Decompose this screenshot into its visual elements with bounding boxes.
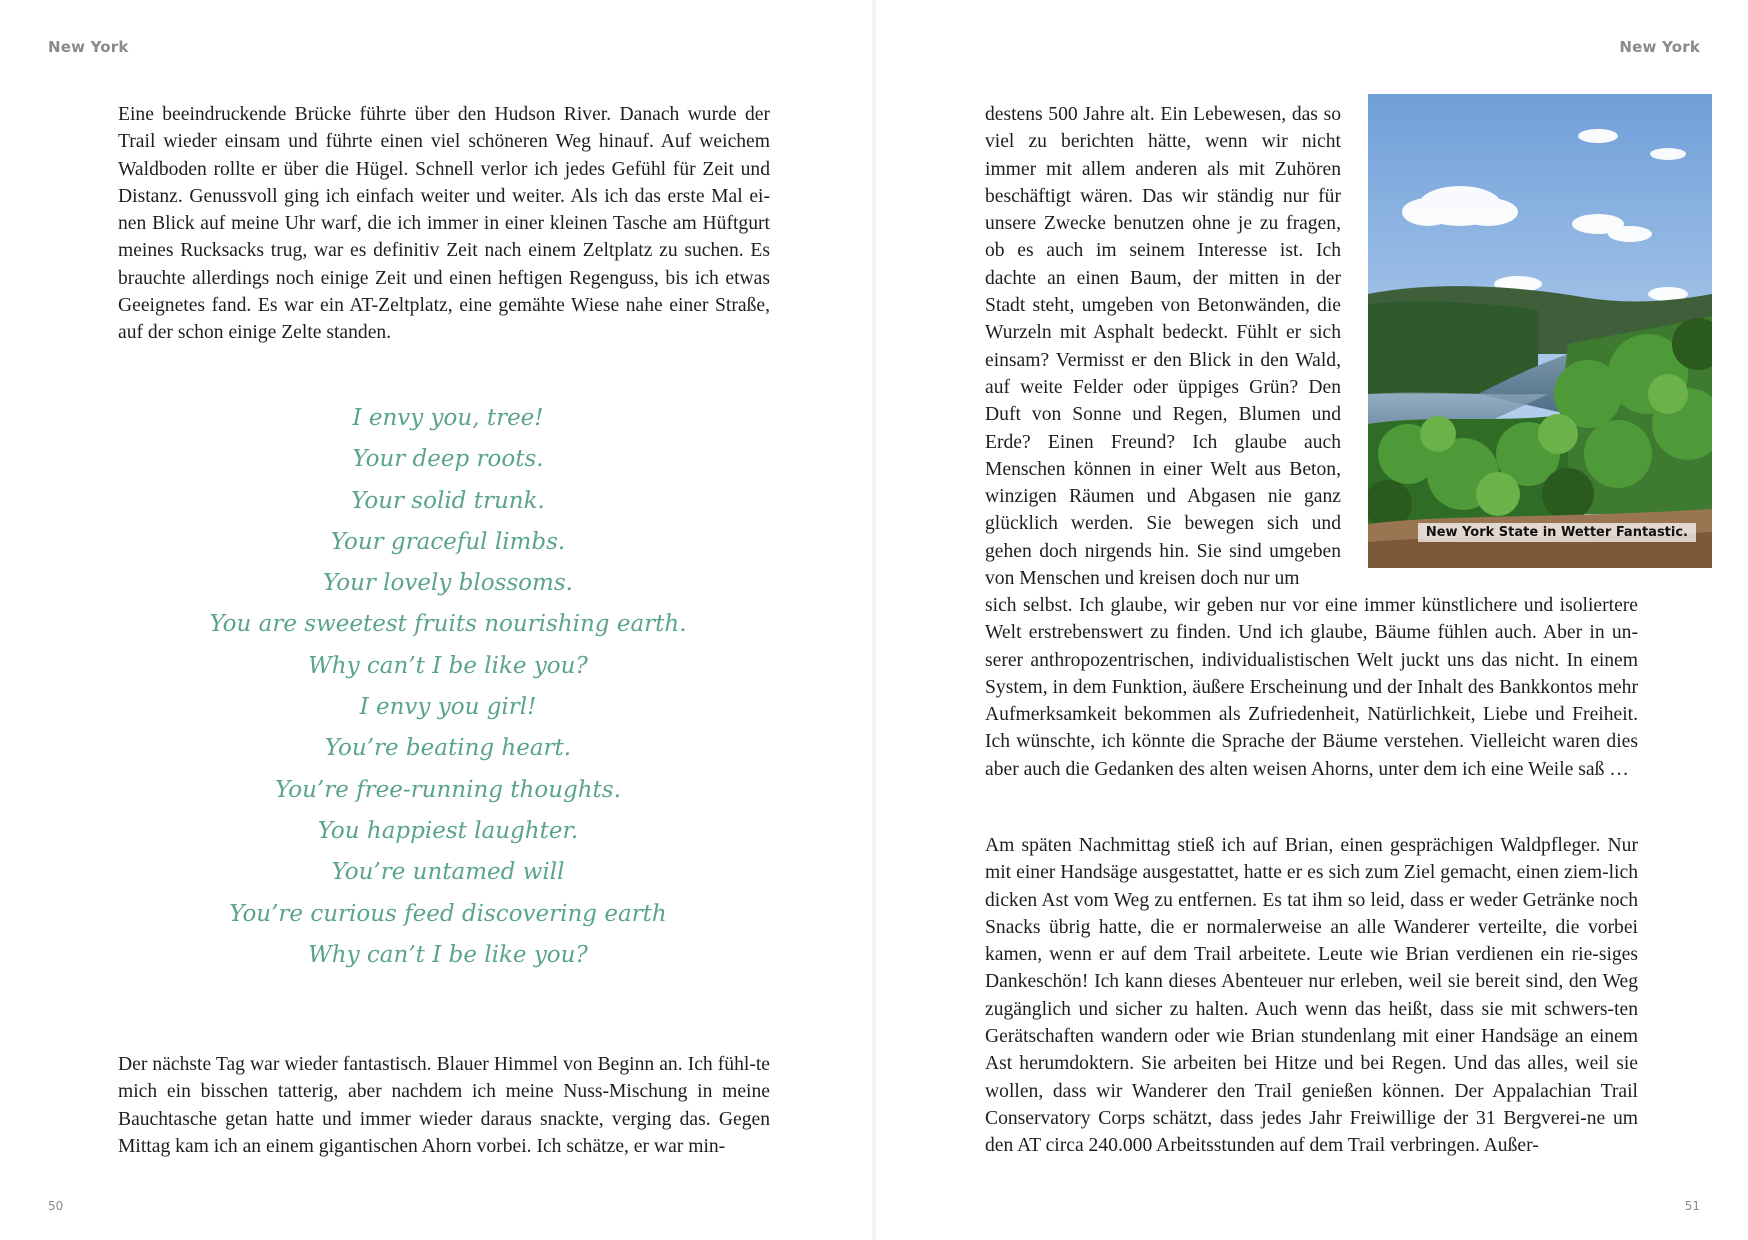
poem-line: You’re untamed will xyxy=(331,859,565,886)
page-number-right: 51 xyxy=(1684,1199,1700,1213)
paragraph-brian xyxy=(985,832,1638,1160)
landscape-illustration xyxy=(1368,94,1712,568)
poem-line: You are sweetest fruits nourishing earth. xyxy=(209,611,687,638)
poem-line: Your lovely blossoms. xyxy=(323,570,573,597)
running-head-left: New York xyxy=(48,38,129,56)
photo-caption: New York State in Wetter Fantastic. xyxy=(1418,523,1696,542)
poem-line: Why can’t I be like you? xyxy=(308,652,588,679)
poem-line: You’re beating heart. xyxy=(324,735,572,762)
paragraph-text: Am späten Nachmittag stieß ich auf Brian, einen gesprächigen Waldpfleger. Nur mit einer Handsäge ausgestattet, hatte er es sich zum Ziel gemacht, einen ziem-lich dicken Ast vom Weg zu entfernen. Es tat ihm so leid, dass er weder Getränke noch Snacks übrig hatte, die er normalerweise an alle Wanderer verteilte, die vorbei kamen, wenn er auf dem Trail arbeitete. Leute wie Brian verdienen ein rie-siges Dankeschön! Ich kann dieses Abenteuer nur erleben, weil sie bereit sind, den Weg zugänglich und sicher zu halten. Auch wenn das heißt, dass sie mit schwers-ten Gerätschaften wandern oder wie Brian stundenlang mit einer Handsäge an einem Ast herumdoktern. Sie arbeiten bei Hitze und bei Regen. Und das alles, weil sie wollen, dass wir Wanderer den Trail genießen können. Der Appalachian Trail Conservatory Corps schätzt, dass jedes Jahr Freiwillige der 31 Bergverei-ne um den AT circa 240.000 Arbeitsstunden auf dem Trail verbringen. Außer- xyxy=(985,835,1638,1157)
paragraph-text: Der nächste Tag war wieder fantastisch. Blauer Himmel von Beginn an. Ich fühl-te mich ein bisschen tatterig, aber nachdem ich meine Nuss-Mischung in meine Bauchtasche getan hatte und immer wieder daraus snackte, verging das. Gegen Mittag kam ich an einem gigantischen Ahorn vorbei. Ich schätze, er war min- xyxy=(118,1054,770,1157)
poem-line: You happiest laughter. xyxy=(317,817,579,844)
poem-line: Your graceful limbs. xyxy=(330,528,566,555)
poem-line: Your deep roots. xyxy=(352,446,544,473)
poem-line: You’re curious feed discovering earth xyxy=(229,900,667,927)
poem-line: I envy you, tree! xyxy=(352,405,544,431)
poem-line: Why can’t I be like you? xyxy=(308,941,588,968)
paragraph-bridge xyxy=(118,101,770,347)
paragraph-maple-wrapped xyxy=(985,101,1341,592)
poem-line: I envy you girl! xyxy=(359,694,537,721)
lake-photo xyxy=(1368,94,1712,568)
paragraph-maple-full xyxy=(985,592,1638,783)
poem-line: Your solid trunk. xyxy=(351,487,545,514)
running-head-right: New York xyxy=(1619,38,1700,56)
poem xyxy=(118,398,778,976)
paragraph-next-day xyxy=(118,1051,770,1160)
page-number-left: 50 xyxy=(48,1199,64,1213)
paragraph-text: Eine beeindruckende Brücke führte über den Hudson River. Danach wurde der Trail wieder einsam und führte einen viel schöneren Weg hinauf. Auf weichem Waldboden rollte er über die Hügel. Schnell verlor ich jedes Gefühl für Zeit und Distanz. Genussvoll ging ich einfach weiter und weiter. Als ich das erste Mal ei-nen Blick auf meine Uhr warf, die ich immer in einer kleinen Tasche am Hüftgurt meines Rucksacks trug, war es definitiv Zeit nach einem Zeltplatz zu suchen. Es brauchte allerdings noch einige Zeit und einen heftigen Regenguss, bis ich etwas Geeignetes fand. Es war ein AT-Zeltplatz, eine gemähte Wiese nahe einer Straße, auf der schon einige Zelte standen. xyxy=(118,104,770,344)
poem-line: You’re free-running thoughts. xyxy=(275,776,621,803)
paragraph-text: destens 500 Jahre alt. Ein Lebewesen, das so viel zu berichten hätte, wenn wir nicht immer mit allem anderen als mit Zuhören beschäftigt wären. Das wir ständig nur für unsere Zwecke benutzen ohne je zu fragen, ob es auch im seinem Interesse ist. Ich dachte an einen Baum, der mitten in der Stadt steht, umgeben von Betonwänden, die Wurzeln mit Asphalt bedeckt. Fühlt er sich einsam? Vermisst er den Blick in den Wald, auf weite Felder oder üppiges Grün? Den Duft von Sonne und Regen, Blumen und Erde? Einen Freund? Ich glaube auch Menschen können in einer Welt aus Beton, winzigen Räumen und Abgasen nie ganz glücklich werden. Sie bewegen sich und gehen doch nirgends hin. Sie sind umgeben von Menschen und kreisen doch nur um xyxy=(985,104,1341,590)
paragraph-text: sich selbst. Ich glaube, wir geben nur vor eine immer künstlichere und isoliertere Welt erstrebenswert zu finden. Und ich glaube, Bäume fühlen auch. Aber in un-serer anthropozentrischen, individualistischen Welt juckt uns das nicht. In einem System, in dem Funktion, äußere Erscheinung und der Inhalt des Bankkontos mehr Aufmerksamkeit bekommen als Zufriedenheit, Natürlichkeit, Liebe und Freiheit. Ich wünschte, ich könnte die Sprache der Bäume verstehen. Vielleicht waren dies aber auch die Gedanken des alten weisen Ahorns, unter dem ich eine Weile saß … xyxy=(985,595,1638,780)
